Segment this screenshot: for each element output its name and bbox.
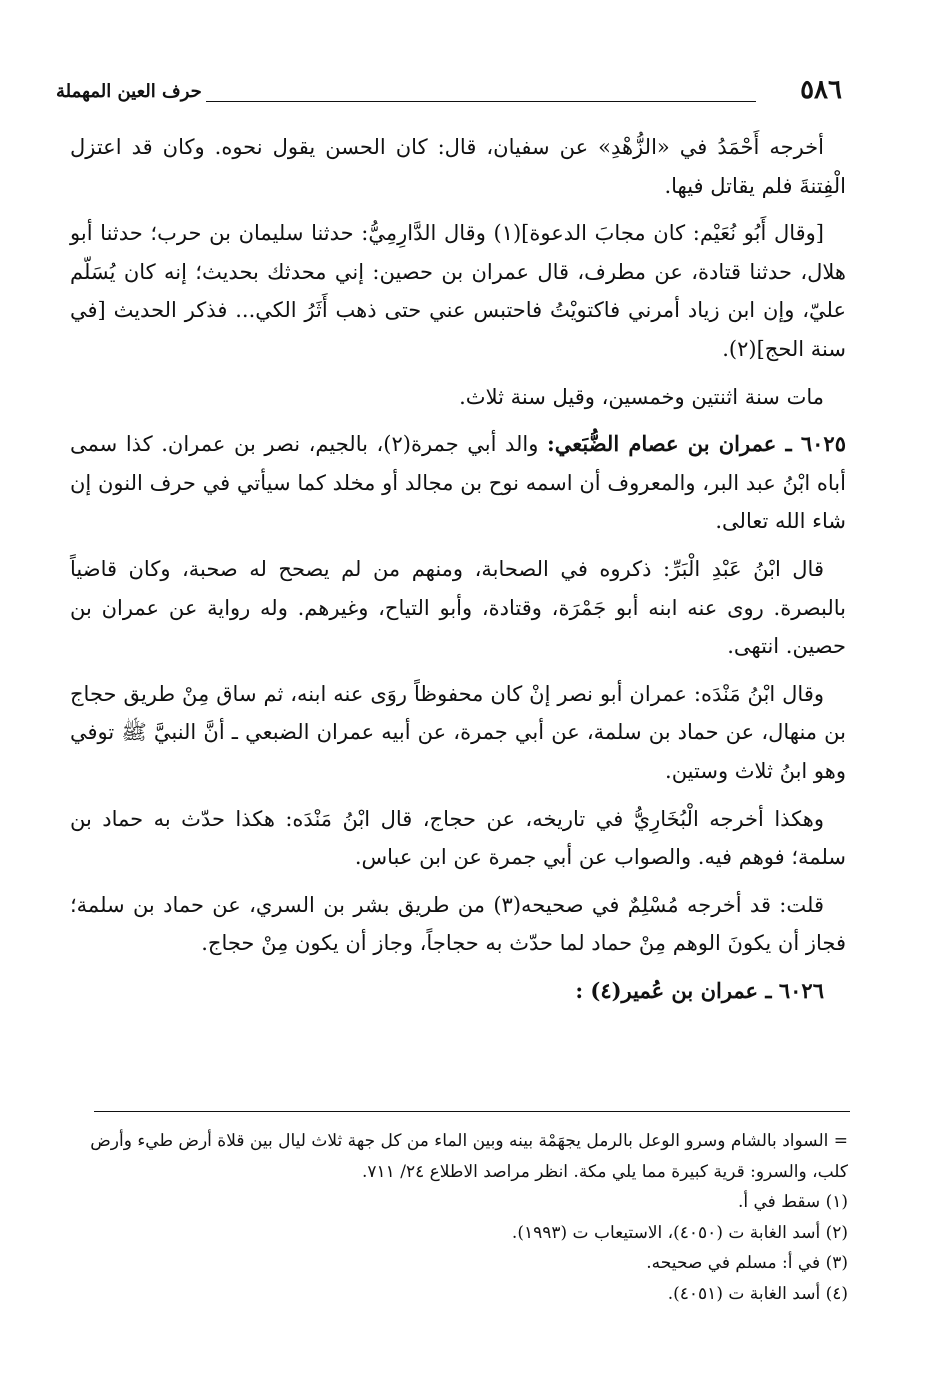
main-text [70,128,846,1019]
paragraph: وهكذا أخرجه الْبُخَارِيُّ في تاريخه، عن حجاج، قال ابْنُ مَنْدَه: هكذا حدّث به حماد بن سلمة؛ فوهم فيه. والصواب عن أبي جمرة عن ابن عباس. [70,806,846,870]
entry-heading: ٦٠٢٥ ـ عمران بن عصام الضُّبَعي: [546,431,846,457]
paragraph: مات سنة اثنتين وخمسين، وقيل سنة ثلاث. [459,384,824,409]
paragraph: أخرجه أَحْمَدُ في «الزُّهْدِ» عن سفيان، قال: كان الحسن يقول نحوه. وكان قد اعتزل الْفِتنةَ فلم يقاتل فيها. [70,135,846,198]
header-rule [206,101,756,102]
entry-text: والد أبي جمرة(٢)، بالجيم، نصر بن عمران. كذا سمى أباه ابْنُ عبد البر، والمعروف أن اسمه نوح بن مجالد أو مخلد كما سيأتي في حرف النون إن شاء الله تعالى. [70,432,846,534]
entry-6025 [70,425,846,541]
footnote: (١) سقط في أ. [737,1192,848,1212]
footnote: (٢) أسد الغابة ت (٤٠٥٠)، الاستيعاب ت (١٩٩٣). [511,1222,848,1243]
paragraph: قال ابْنُ عَبْدِ الْبَرِّ: ذكروه في الصحابة، ومنهم من لم يصحح له صحبة، وكان قاضياً بالبصرة. روى عنه ابنه أبو جَمْرَة، وقتادة، وأبو التياح، وغيرهم. وله رواية عن عمران بن حصين. انتهى. [70,556,846,659]
running-head: حرف العين المهملة [56,81,202,102]
footnote: (٣) في أ: مسلم في صحيحه. [646,1253,848,1273]
footnote-rule [94,1111,850,1112]
paragraph: وقال ابْنُ مَنْدَه: عمران أبو نصر إنْ كان محفوظاً روَى عنه ابنه، ثم ساق مِنْ طريق حجاج بن منهال، عن حماد بن سلمة، عن أبي جمرة، عن أبيه عمران الضبعي ـ أنَّ النبيَّ ﷺ توفي وهو ابنُ ثلاث وستين. [70,681,846,783]
entry-6026 [70,972,846,1011]
footnote: = السواد بالشام وسرو الوعل بالرمل يجهَمْة بينه وبين الماء من كل جهة ثلاث ليال بين قلاة أرض طيء وأرض كلب، والسرو: قرية كبيرة مما يلي مكة. انظر مراصد الاطلاع ٢٤/ ٧١١. [90,1131,848,1182]
page-number: ٥٨٦ [800,75,842,105]
page-header [56,74,842,114]
paragraph: قلت: قد أخرجه مُسْلِمٌ في صحيحه(٣) من طريق بشر بن السري، عن حماد بن سلمة؛ فجاز أن يكونَ الوهم مِنْ حماد لما حدّث به حجاجاً، وجاز أن يكون مِنْ حجاج. [70,892,846,956]
entry-heading: ٦٠٢٦ ـ عمران بن عُمير(٤) : [575,977,824,1003]
footnote: (٤) أسد الغابة ت (٤٠٥١). [667,1283,848,1304]
footnotes [80,1126,848,1309]
paragraph: [وقال أَبُو نُعَيْم: كان مجابَ الدعوة](١) وقال الدَّارِمِيُّ: حدثنا سليمان بن حرب؛ حدثنا أبو هلال، حدثنا قتادة، عن مطرف، قال عمران بن حصين: إني محدثك بحديث؛ إنه كان يُسَلّم عليّ، وإن ابن زياد أمرني فاكتويْتُ فاحتبس عني حتى ذهب أَثَرُ الكي... فذكر الحديث [في سنة الحج](٢). [70,221,846,361]
